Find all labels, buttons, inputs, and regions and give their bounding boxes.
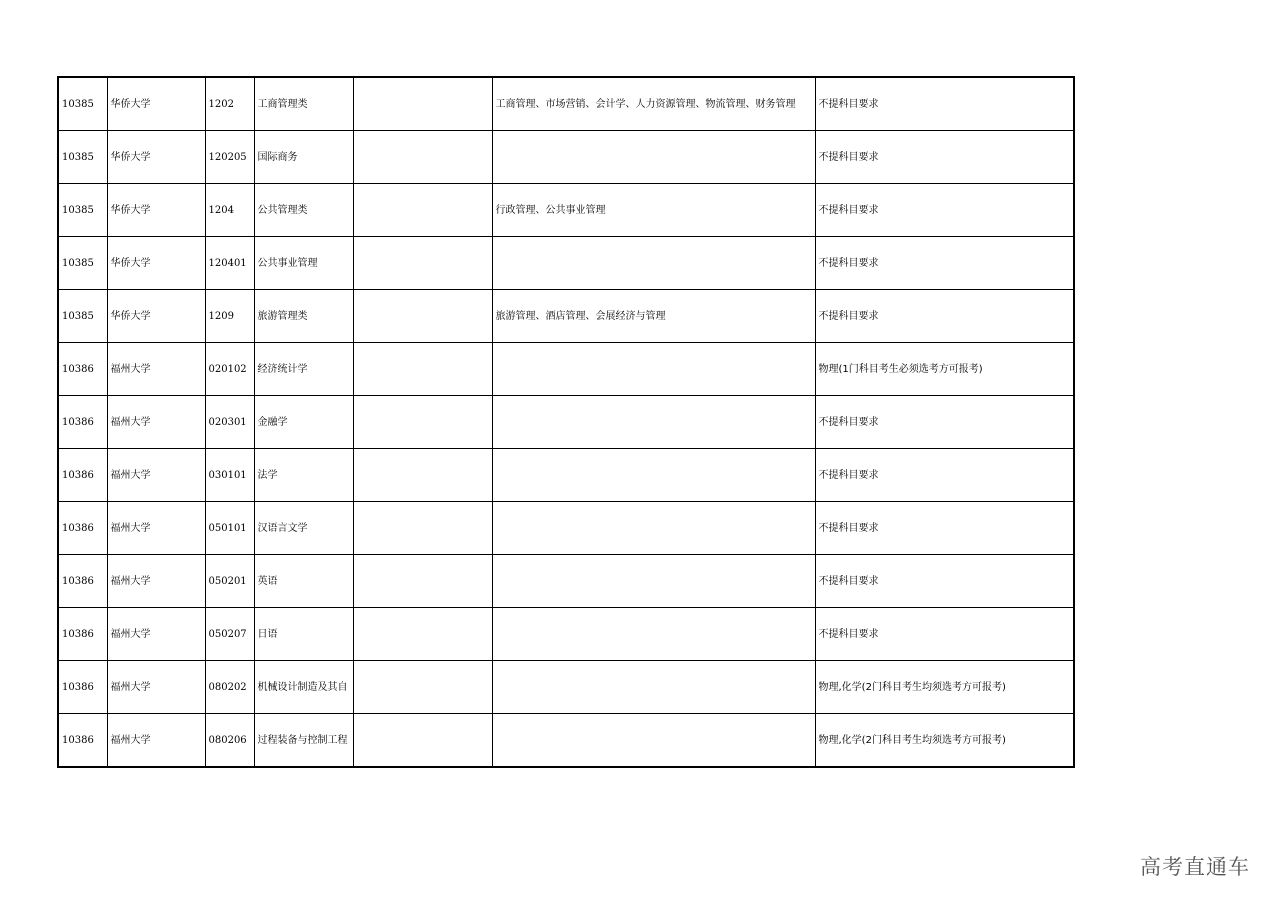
subject-requirement-cell: 不提科目要求 <box>815 396 1074 449</box>
school-name-cell: 华侨大学 <box>107 237 205 290</box>
table-row <box>58 237 1074 290</box>
school-name-cell: 福州大学 <box>107 449 205 502</box>
school-code-cell: 10385 <box>58 184 107 237</box>
major-code-cell: 020301 <box>205 396 254 449</box>
table-row <box>58 396 1074 449</box>
level-cell <box>353 502 492 555</box>
subject-requirement-cell: 物理(1门科目考生必须选考方可报考) <box>815 343 1074 396</box>
table-row <box>58 714 1074 768</box>
major-name-cell: 旅游管理类 <box>254 290 353 343</box>
included-majors-cell <box>492 502 815 555</box>
level-cell <box>353 184 492 237</box>
subject-requirement-cell: 不提科目要求 <box>815 555 1074 608</box>
table-row <box>58 661 1074 714</box>
watermark-text: 高考直通车 <box>1140 855 1250 879</box>
school-name-cell: 福州大学 <box>107 502 205 555</box>
major-name-cell: 法学 <box>254 449 353 502</box>
table-row <box>58 290 1074 343</box>
subject-requirement-cell: 不提科目要求 <box>815 184 1074 237</box>
included-majors-cell <box>492 343 815 396</box>
level-cell <box>353 237 492 290</box>
level-cell <box>353 77 492 131</box>
school-code-cell: 10385 <box>58 77 107 131</box>
school-code-cell: 10386 <box>58 396 107 449</box>
level-cell <box>353 555 492 608</box>
level-cell <box>353 396 492 449</box>
table-row <box>58 555 1074 608</box>
table-row <box>58 131 1074 184</box>
major-name-cell: 公共事业管理 <box>254 237 353 290</box>
major-name-cell: 工商管理类 <box>254 77 353 131</box>
major-name-cell: 国际商务 <box>254 131 353 184</box>
major-code-cell: 030101 <box>205 449 254 502</box>
major-code-cell: 020102 <box>205 343 254 396</box>
major-code-cell: 120205 <box>205 131 254 184</box>
school-name-cell: 福州大学 <box>107 661 205 714</box>
school-code-cell: 10386 <box>58 449 107 502</box>
major-name-cell: 经济统计学 <box>254 343 353 396</box>
included-majors-cell <box>492 237 815 290</box>
subject-requirement-cell: 物理,化学(2门科目考生均须选考方可报考) <box>815 714 1074 768</box>
table-row <box>58 77 1074 131</box>
school-name-cell: 华侨大学 <box>107 77 205 131</box>
admission-table <box>57 76 1075 768</box>
included-majors-cell <box>492 714 815 768</box>
school-code-cell: 10385 <box>58 290 107 343</box>
table-row <box>58 608 1074 661</box>
included-majors-cell <box>492 555 815 608</box>
subject-requirement-cell: 不提科目要求 <box>815 237 1074 290</box>
major-name-cell: 过程装备与控制工程 <box>254 714 353 768</box>
major-name-cell: 日语 <box>254 608 353 661</box>
table-row <box>58 343 1074 396</box>
major-code-cell: 1202 <box>205 77 254 131</box>
major-code-cell: 1204 <box>205 184 254 237</box>
school-code-cell: 10385 <box>58 237 107 290</box>
level-cell <box>353 661 492 714</box>
subject-requirement-cell: 不提科目要求 <box>815 608 1074 661</box>
table-row <box>58 449 1074 502</box>
major-code-cell: 080206 <box>205 714 254 768</box>
subject-requirement-cell: 不提科目要求 <box>815 77 1074 131</box>
major-code-cell: 050207 <box>205 608 254 661</box>
included-majors-cell <box>492 131 815 184</box>
level-cell <box>353 290 492 343</box>
subject-requirement-cell: 不提科目要求 <box>815 502 1074 555</box>
level-cell <box>353 131 492 184</box>
included-majors-cell: 行政管理、公共事业管理 <box>492 184 815 237</box>
major-code-cell: 080202 <box>205 661 254 714</box>
school-code-cell: 10386 <box>58 714 107 768</box>
level-cell <box>353 714 492 768</box>
school-code-cell: 10386 <box>58 502 107 555</box>
school-name-cell: 福州大学 <box>107 343 205 396</box>
included-majors-cell <box>492 396 815 449</box>
subject-requirement-cell: 不提科目要求 <box>815 131 1074 184</box>
table-row <box>58 184 1074 237</box>
major-code-cell: 050201 <box>205 555 254 608</box>
school-name-cell: 福州大学 <box>107 396 205 449</box>
subject-requirement-cell: 物理,化学(2门科目考生均须选考方可报考) <box>815 661 1074 714</box>
included-majors-cell: 旅游管理、酒店管理、会展经济与管理 <box>492 290 815 343</box>
school-name-cell: 福州大学 <box>107 608 205 661</box>
level-cell <box>353 449 492 502</box>
school-code-cell: 10386 <box>58 661 107 714</box>
school-name-cell: 福州大学 <box>107 714 205 768</box>
major-name-cell: 金融学 <box>254 396 353 449</box>
major-code-cell: 120401 <box>205 237 254 290</box>
school-code-cell: 10386 <box>58 343 107 396</box>
subject-requirement-cell: 不提科目要求 <box>815 290 1074 343</box>
school-code-cell: 10386 <box>58 555 107 608</box>
school-name-cell: 华侨大学 <box>107 290 205 343</box>
school-name-cell: 华侨大学 <box>107 184 205 237</box>
major-name-cell: 汉语言文学 <box>254 502 353 555</box>
major-code-cell: 1209 <box>205 290 254 343</box>
included-majors-cell <box>492 608 815 661</box>
school-name-cell: 华侨大学 <box>107 131 205 184</box>
major-name-cell: 英语 <box>254 555 353 608</box>
table-row <box>58 502 1074 555</box>
major-code-cell: 050101 <box>205 502 254 555</box>
table-body <box>58 77 1074 767</box>
school-code-cell: 10385 <box>58 131 107 184</box>
included-majors-cell: 工商管理、市场营销、会计学、人力资源管理、物流管理、财务管理 <box>492 77 815 131</box>
major-name-cell: 机械设计制造及其自 <box>254 661 353 714</box>
school-name-cell: 福州大学 <box>107 555 205 608</box>
major-name-cell: 公共管理类 <box>254 184 353 237</box>
level-cell <box>353 343 492 396</box>
subject-requirement-cell: 不提科目要求 <box>815 449 1074 502</box>
level-cell <box>353 608 492 661</box>
school-code-cell: 10386 <box>58 608 107 661</box>
included-majors-cell <box>492 661 815 714</box>
included-majors-cell <box>492 449 815 502</box>
